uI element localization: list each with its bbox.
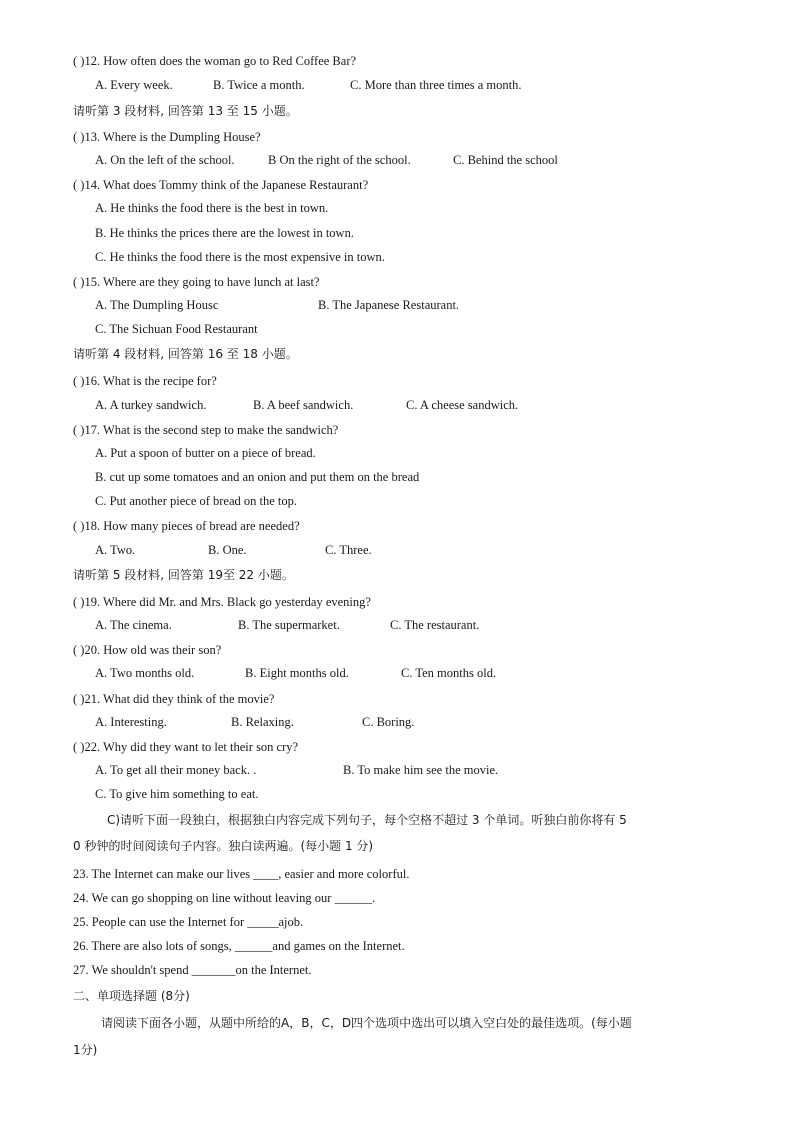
q13-option-b: B On the right of the school.: [268, 153, 411, 167]
question-17-stem: ( )17. What is the second step to make the sandwich?: [73, 423, 339, 437]
q17-option-a: A. Put a spoon of butter on a piece of bread.: [95, 446, 316, 460]
question-16-stem: ( )16. What is the recipe for?: [73, 374, 217, 388]
q18-option-c: C. Three.: [325, 543, 372, 557]
q15-option-a: A. The Dumpling Housc: [95, 298, 219, 312]
part-c-instruction-line1: C)请听下面一段独白，根据独白内容完成下列句子，每个空格不超过 3 个单词。听独白前你将有 5: [107, 813, 627, 827]
q15-option-c: C. The Sichuan Food Restaurant: [95, 322, 258, 336]
q21-option-b: B. Relaxing.: [231, 715, 294, 729]
question-15-stem: ( )15. Where are they going to have lunch at last?: [73, 275, 320, 289]
section-3-instruction: 请听第 3 段材料, 回答第 13 至 15 小题。: [73, 104, 298, 118]
section-5-instruction: 请听第 5 段材料, 回答第 19至 22 小题。: [73, 568, 294, 582]
q17-option-b: B. cut up some tomatoes and an onion and put them on the bread: [95, 470, 420, 484]
q15-option-b: B. The Japanese Restaurant.: [318, 298, 460, 312]
q21-option-a: A. Interesting.: [95, 715, 167, 729]
q19-option-a: A. The cinema.: [95, 618, 172, 632]
question-14-stem: ( )14. What does Tommy think of the Japanese Restaurant?: [73, 178, 369, 192]
q14-option-b: B. He thinks the prices there are the lowest in town.: [95, 226, 354, 240]
q16-option-b: B. A beef sandwich.: [253, 398, 354, 412]
part-2-instruction-line2: 1分): [73, 1043, 98, 1057]
q13-option-a: A. On the left of the school.: [95, 153, 235, 167]
fill-sentence-27: 27. We shouldn't spend _______on the Internet.: [73, 963, 312, 977]
q21-option-c: C. Boring.: [362, 715, 415, 729]
q20-option-b: B. Eight months old.: [245, 666, 349, 680]
question-22-stem: ( )22. Why did they want to let their son cry?: [73, 740, 299, 754]
q12-option-c: C. More than three times a month.: [350, 78, 522, 92]
q17-option-c: C. Put another piece of bread on the top.: [95, 494, 298, 508]
q22-option-a: A. To get all their money back. .: [95, 763, 257, 777]
question-19-stem: ( )19. Where did Mr. and Mrs. Black go yesterday evening?: [73, 595, 371, 609]
q16-option-c: C. A cheese sandwich.: [406, 398, 519, 412]
question-18-stem: ( )18. How many pieces of bread are needed?: [73, 519, 300, 533]
q12-option-b: B. Twice a month.: [213, 78, 305, 92]
q18-option-b: B. One.: [208, 543, 247, 557]
q19-option-c: C. The restaurant.: [390, 618, 480, 632]
q14-option-a: A. He thinks the food there is the best in town.: [95, 201, 329, 215]
question-13-stem: ( )13. Where is the Dumpling House?: [73, 130, 261, 144]
q22-option-b: B. To make him see the movie.: [343, 763, 499, 777]
q18-option-a: A. Two.: [95, 543, 136, 557]
fill-sentence-24: 24. We can go shopping on line without leaving our ______.: [73, 891, 376, 905]
part-2-instruction-line1: 请阅读下面各小题，从题中所给的A，B，C，D四个选项中选出可以填入空白处的最佳选项。(每小题: [101, 1016, 632, 1030]
q16-option-a: A. A turkey sandwich.: [95, 398, 207, 412]
question-21-stem: ( )21. What did they think of the movie?: [73, 692, 275, 706]
question-20-stem: ( )20. How old was their son?: [73, 643, 222, 657]
q13-option-c: C. Behind the school: [453, 153, 558, 167]
q20-option-a: A. Two months old.: [95, 666, 195, 680]
part-2-title: 二、单项选择题 (8分): [73, 989, 190, 1003]
question-12-stem: ( )12. How often does the woman go to Red Coffee Bar?: [73, 54, 357, 68]
q20-option-c: C. Ten months old.: [401, 666, 497, 680]
part-c-instruction-line2: 0 秒钟的时间阅读句子内容。独白读两遍。(每小题 1 分): [73, 839, 374, 853]
q19-option-b: B. The supermarket.: [238, 618, 340, 632]
q22-option-c: C. To give him something to eat.: [95, 787, 259, 801]
fill-sentence-23: 23. The Internet can make our lives ____, easier and more colorful.: [73, 867, 410, 881]
fill-sentence-25: 25. People can use the Internet for _____ajob.: [73, 915, 304, 929]
section-4-instruction: 请听第 4 段材料, 回答第 16 至 18 小题。: [73, 347, 298, 361]
q12-option-a: A. Every week.: [95, 78, 173, 92]
fill-sentence-26: 26. There are also lots of songs, ______and games on the Internet.: [73, 939, 405, 953]
q14-option-c: C. He thinks the food there is the most expensive in town.: [95, 250, 385, 264]
